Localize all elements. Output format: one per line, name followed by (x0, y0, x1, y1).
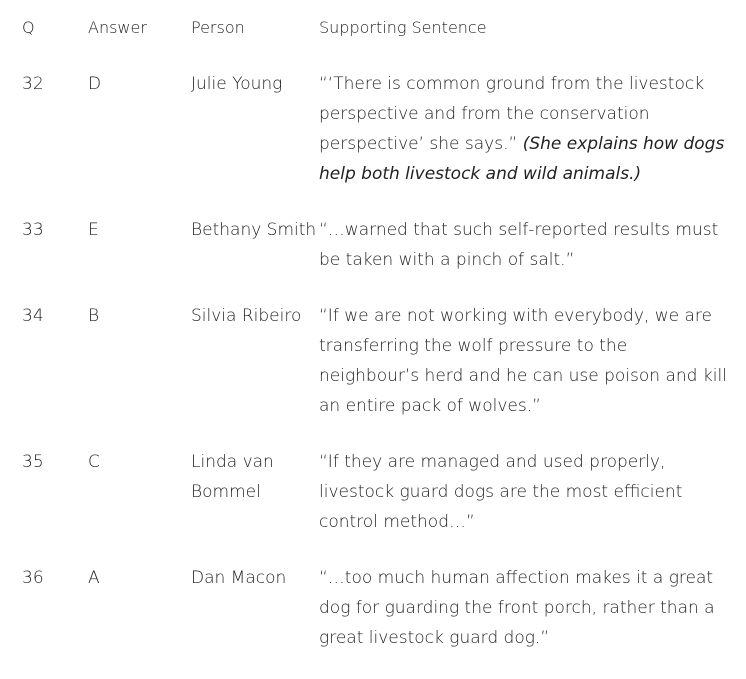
header-person: Person (191, 18, 245, 37)
supporting-sentence: “If we are not working with everybody, we are transferring the wolf pressure to the neighbour’s herd and he can use poison and kill an entire pack of wolves.” (319, 306, 727, 416)
supporting-sentence: “If they are managed and used properly, livestock guard dogs are the most efficient control method…” (319, 452, 683, 532)
answer-letter: C (88, 452, 100, 472)
answers-table (22, 13, 732, 679)
person-name: Julie Young (191, 74, 283, 94)
answer-letter: B (88, 306, 100, 326)
answer-letter: D (88, 74, 102, 94)
table-row (22, 563, 732, 679)
question-number: 36 (22, 568, 44, 588)
supporting-sentence-cell (319, 563, 732, 679)
person-name: Dan Macon (191, 568, 287, 588)
sentence-note: (She explains how dogs help both livestock and wild animals.) (319, 134, 725, 184)
question-number: 33 (22, 220, 44, 240)
supporting-sentence: “…too much human affection makes it a great dog for guarding the front porch, rather than a great livestock guard dog.” (319, 568, 715, 648)
table-row (22, 301, 732, 447)
supporting-sentence-cell (319, 69, 732, 215)
table-header-row (22, 13, 732, 69)
answer-letter: A (88, 568, 100, 588)
answer-letter: E (88, 220, 99, 240)
table-row (22, 447, 732, 563)
table-row (22, 215, 732, 301)
table-row (22, 69, 732, 215)
supporting-sentence-cell (319, 215, 732, 301)
supporting-sentence: “…warned that such self-reported results must be taken with a pinch of salt.” (319, 220, 719, 270)
header-answer: Answer (88, 18, 147, 37)
supporting-sentence: “‘There is common ground from the livestock perspective and from the conservation perspective’ she says.” (319, 74, 705, 154)
header-sentence: Supporting Sentence (319, 18, 487, 37)
question-number: 34 (22, 306, 44, 326)
header-q: Q (22, 18, 35, 37)
person-name: Linda van Bommel (191, 452, 274, 502)
supporting-sentence-cell (319, 301, 732, 447)
person-name: Silvia Ribeiro (191, 306, 302, 326)
person-name: Bethany Smith (191, 220, 317, 240)
supporting-sentence-cell (319, 447, 732, 563)
question-number: 32 (22, 74, 44, 94)
question-number: 35 (22, 452, 44, 472)
